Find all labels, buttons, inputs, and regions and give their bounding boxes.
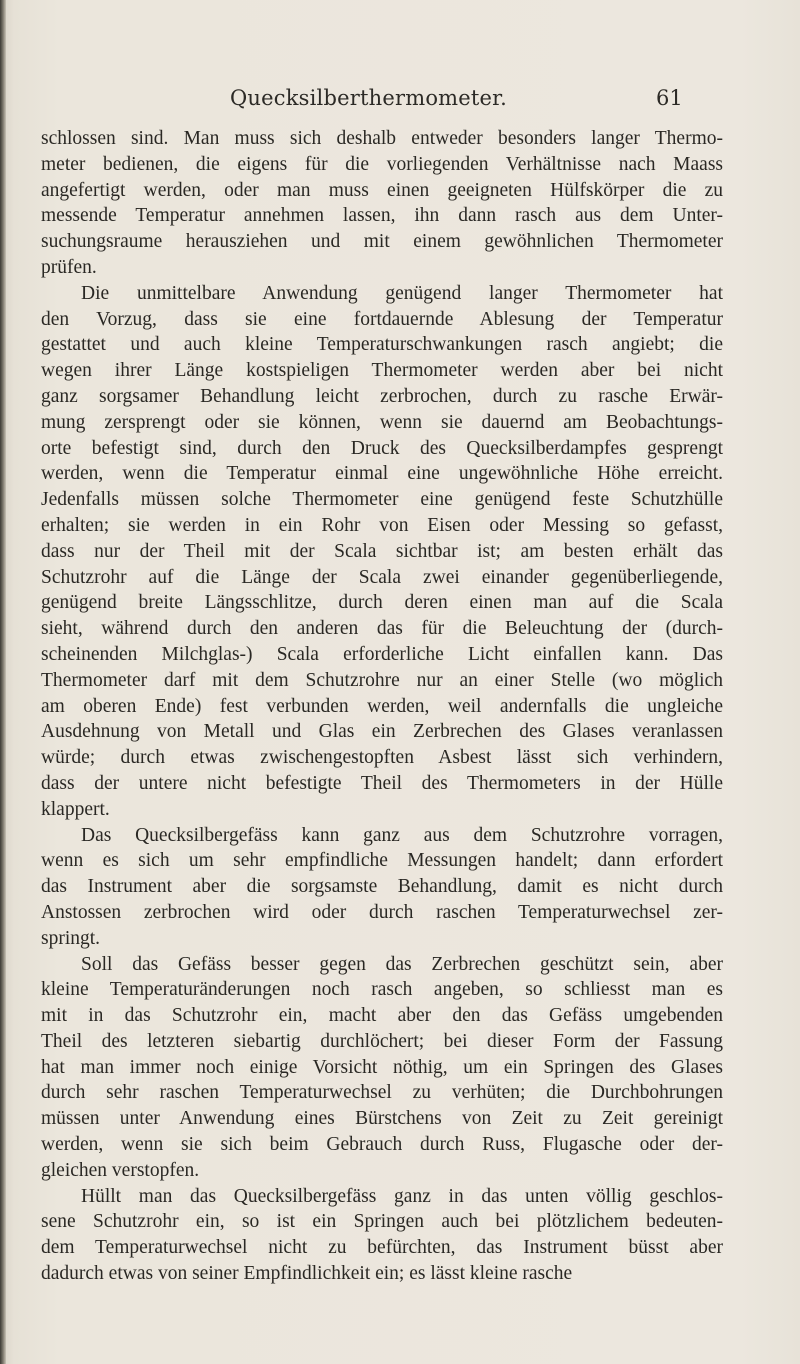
text-line: müssen unter Anwendung eines Bürstchens von Zeit zu Zeit gereinigt xyxy=(41,1108,723,1130)
text-line: scheinenden Milchglas-) Scala erforderliche Licht einfallen kann. Das xyxy=(41,643,723,665)
paragraph xyxy=(41,952,723,1184)
text-line: Jedenfalls müssen solche Thermometer eine genügend feste Schutzhülle xyxy=(41,489,723,511)
text-line: durch sehr raschen Temperaturwechsel zu verhüten; die Durchbohrungen xyxy=(41,1082,723,1104)
text-line: wegen ihrer Länge kostspieligen Thermometer werden aber bei nicht xyxy=(41,360,723,382)
book-spine-shadow xyxy=(0,0,6,1364)
page-number: 61 xyxy=(656,86,683,110)
text-line: dass der untere nicht befestigte Theil des Thermometers in der Hülle xyxy=(41,772,723,794)
text-line: Ausdehnung von Metall und Glas ein Zerbrechen des Glases veranlassen xyxy=(41,721,723,743)
text-line: klappert. xyxy=(41,798,110,820)
text-line: wenn es sich um sehr empfindliche Messungen handelt; dann erfordert xyxy=(41,850,723,872)
text-line: das Instrument aber die sorgsamste Behandlung, damit es nicht durch xyxy=(41,876,723,898)
text-line: den Vorzug, dass sie eine fortdauernde Ablesung der Temperatur xyxy=(41,308,723,330)
text-line: Schutzrohr auf die Länge der Scala zwei einander gegenüberliegende, xyxy=(41,566,723,588)
text-line: sieht, während durch den anderen das für die Beleuchtung der (durch- xyxy=(41,618,723,640)
text-line: Thermometer darf mit dem Schutzrohre nur an einer Stelle (wo möglich xyxy=(41,669,723,691)
paragraph xyxy=(41,281,723,823)
text-line: Hüllt man das Quecksilbergefäss ganz in das unten völlig geschlos- xyxy=(81,1185,723,1207)
paragraph xyxy=(41,1184,723,1287)
text-line: dem Temperaturwechsel nicht zu befürchten, das Instrument büsst aber xyxy=(41,1237,723,1259)
text-line: suchungsraume herausziehen und mit einem gewöhnlichen Thermometer xyxy=(41,231,723,253)
text-line: gleichen verstopfen. xyxy=(41,1159,200,1181)
paragraph xyxy=(41,823,723,952)
text-line: angefertigt werden, oder man muss einen geeigneten Hülfskörper die zu xyxy=(41,179,723,201)
text-line: orte befestigt sind, durch den Druck des Quecksilberdampfes gesprengt xyxy=(41,437,723,459)
text-line: Das Quecksilbergefäss kann ganz aus dem Schutzrohre vorragen, xyxy=(81,824,723,846)
text-line: meter bedienen, die eigens für die vorliegenden Verhältnisse nach Maass xyxy=(41,153,723,175)
text-line: erhalten; sie werden in ein Rohr von Eisen oder Messing so gefasst, xyxy=(41,514,723,536)
text-line: mung zersprengt oder sie können, wenn sie dauernd am Beobachtungs- xyxy=(41,411,723,433)
text-line: würde; durch etwas zwischengestopften Asbest lässt sich verhindern, xyxy=(41,747,723,769)
text-line: springt. xyxy=(41,927,101,949)
text-line: kleine Temperaturänderungen noch rasch angeben, so schliesst man es xyxy=(41,979,723,1001)
text-line: am oberen Ende) fest verbunden werden, weil andernfalls die ungleiche xyxy=(41,695,723,717)
text-line: ganz sorgsamer Behandlung leicht zerbrochen, durch zu rasche Erwär- xyxy=(41,385,723,407)
text-line: Theil des letzteren siebartig durchlöchert; bei dieser Form der Fassung xyxy=(41,1030,723,1052)
text-line: sene Schutzrohr ein, so ist ein Springen auch bei plötzlichem bedeuten- xyxy=(41,1211,723,1233)
text-line: Die unmittelbare Anwendung genügend langer Thermometer hat xyxy=(81,282,723,304)
text-line: genügend breite Längsschlitze, durch deren einen man auf die Scala xyxy=(41,592,723,614)
paragraph xyxy=(41,126,723,281)
body-text xyxy=(41,126,723,1287)
page-header xyxy=(0,86,800,120)
text-line: hat man immer noch einige Vorsicht nöthig, um ein Springen des Glases xyxy=(41,1056,723,1078)
text-line: gestattet und auch kleine Temperaturschwankungen rasch angiebt; die xyxy=(41,334,723,356)
text-line: messende Temperatur annehmen lassen, ihn dann rasch aus dem Unter- xyxy=(41,205,723,227)
text-line: prüfen. xyxy=(41,256,97,278)
text-line: werden, wenn die Temperatur einmal eine ungewöhnliche Höhe erreicht. xyxy=(41,463,723,485)
text-line: schlossen sind. Man muss sich deshalb entweder besonders langer Thermo- xyxy=(41,128,723,149)
text-line: dadurch etwas von seiner Empfindlichkeit ein; es lässt kleine rasche xyxy=(41,1263,573,1285)
running-title: Quecksilberthermometer. xyxy=(230,86,507,110)
text-line: mit in das Schutzrohr ein, macht aber den das Gefäss umgebenden xyxy=(41,1005,723,1027)
text-line: dass nur der Theil mit der Scala sichtbar ist; am besten erhält das xyxy=(41,540,723,562)
text-line: Anstossen zerbrochen wird oder durch raschen Temperaturwechsel zer- xyxy=(41,901,723,923)
text-line: werden, wenn sie sich beim Gebrauch durch Russ, Flugasche oder der- xyxy=(41,1134,723,1156)
text-line: Soll das Gefäss besser gegen das Zerbrechen geschützt sein, aber xyxy=(81,953,723,975)
